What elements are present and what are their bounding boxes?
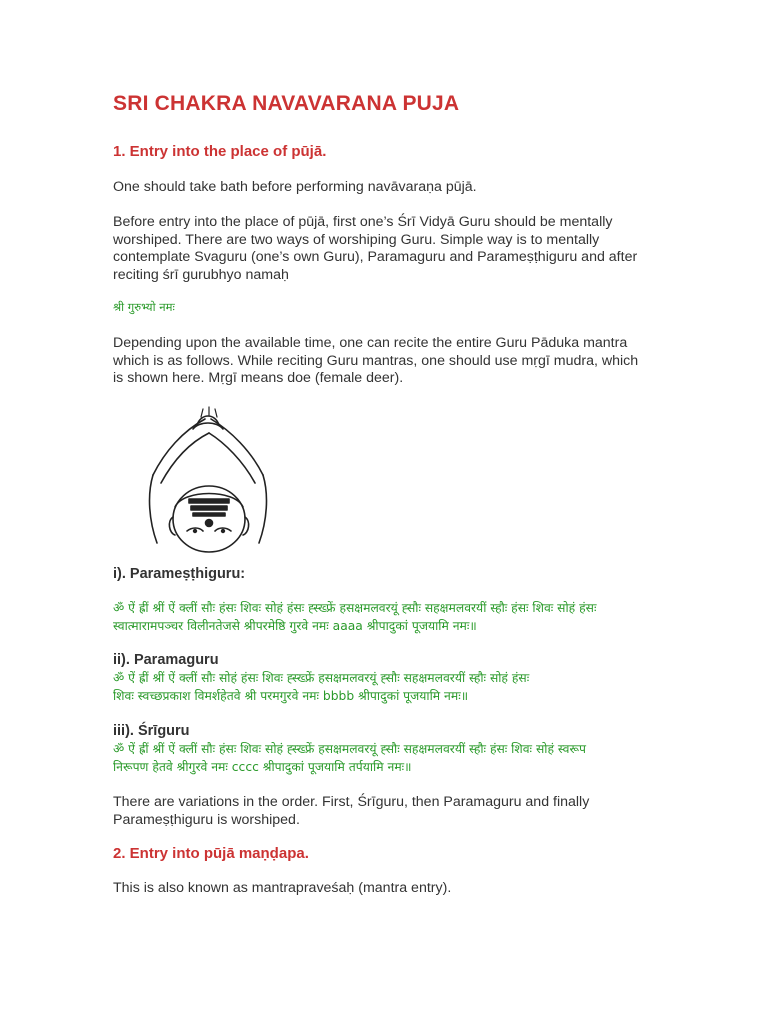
paramaguru-heading: ii). Paramaguru <box>113 652 219 668</box>
parameshthiguru-heading: i). Parameṣṭhiguru: <box>113 566 246 582</box>
mrgi-mudra-illustration <box>113 403 303 560</box>
sriguru-mantra-line-2: निरूपण हेतवे श्रीगुरवे नमः cccc श्रीपादुकां पूजयामि तर्पयामि नमः॥ <box>113 760 412 774</box>
sriguru-heading: iii). Śrīguru <box>113 723 190 739</box>
paramaguru-mantra-line-2: शिवः स्वच्छप्रकाश विमर्शहेतवे श्री परमगुरवे नमः bbbb श्रीपादुकां पूजयामि नमः॥ <box>113 689 469 703</box>
mantra-gurubhyo-namah: श्री गुरुभ्यो नमः <box>113 300 175 314</box>
paragraph-order-variations: There are variations in the order. First, Śrīguru, then Paramaguru and finally Parameṣṭhiguru is worshiped. <box>113 794 590 828</box>
paragraph-guru-worship: Before entry into the place of pūjā, first one’s Śrī Vidyā Guru should be mentally worshiped. There are two ways of worshiping Guru. Simple way is to mentally contemplate Svaguru (one’s own Guru), Paramaguru and Parameṣṭhiguru and after reciting śrī gurubhyo namaḥ <box>113 214 638 283</box>
section-2-heading: 2. Entry into pūjā maṇḍapa. <box>113 845 309 862</box>
parameshthiguru-mantra-line-1: ॐ ऐं ह्रीं श्रीं ऐं क्लीं सौः हंसः शिवः सोहं हंसः ह्स्ख्फ्रें हसक्षमलवरयूं ह्सौः सहक्षमलवरयीं स्हौः हंसः शिवः सोहं हंसः <box>113 601 597 615</box>
paramaguru-mantra-line-1: ॐ ऐं ह्रीं श्रीं ऐं क्लीं सौः सोहं हंसः शिवः ह्स्ख्फ्रें हसक्षमलवरयूं ह्सौः सहक्षमलवरयीं स्हौः सोहं हंसः <box>113 671 530 685</box>
parameshthiguru-mantra-line-2: स्वात्मारामपञ्चर विलीनतेजसे श्रीपरमेष्ठि गुरवे नमः aaaa श्रीपादुकां पूजयामि नमः॥ <box>113 619 477 633</box>
sriguru-mantra-line-1: ॐ ऐं ह्रीं श्रीं ऐं क्लीं सौः हंसः शिवः सोहं ह्स्ख्फ्रें हसक्षमलवरयूं ह्सौः सहक्षमलवरयीं स्हौः हंसः शिवः सोहं स्वरूप <box>113 742 587 756</box>
paragraph-guru-paduka: Depending upon the available time, one can recite the entire Guru Pāduka mantra which is as follows. While reciting Guru mantras, one should use mṛgī mudra, which is shown here. Mṛgī means doe (female deer). <box>113 335 639 387</box>
paragraph-mantrapravesah: This is also known as mantrapraveśaḥ (mantra entry). <box>113 880 452 896</box>
section-1-heading: 1. Entry into the place of pūjā. <box>113 143 327 160</box>
mrgi-mudra-figure <box>113 403 303 560</box>
page-title: SRI CHAKRA NAVAVARANA PUJA <box>113 92 460 115</box>
paragraph-bath: One should take bath before performing navāvaraṇa pūjā. <box>113 179 477 195</box>
